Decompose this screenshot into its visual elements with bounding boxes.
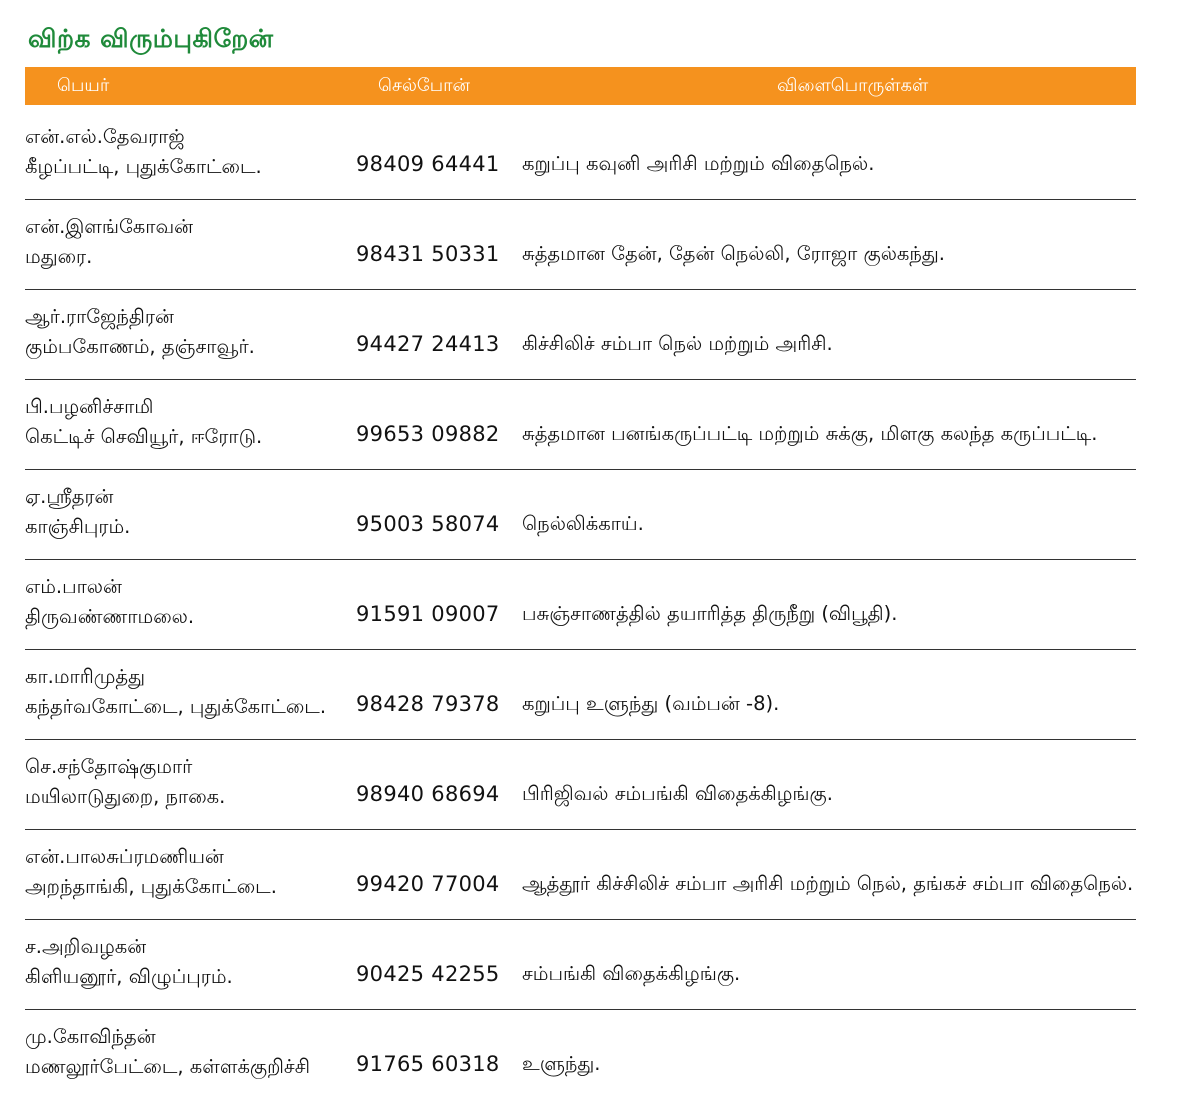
seller-cell [25,572,194,632]
seller-name: கா.மாரிமுத்து [25,665,146,688]
seller-phone: 95003 58074 [356,512,500,536]
seller-cell [25,482,130,542]
table-row [25,740,1136,830]
seller-name: செ.சந்தோஷ்குமார் [25,755,193,778]
seller-phone: 98431 50331 [356,242,500,266]
seller-cell [25,842,277,902]
seller-name: மு.கோவிந்தன் [25,1025,156,1048]
seller-place: கிளியனூர், விழுப்புரம். [25,965,233,988]
seller-name: ஏ.ஸ்ரீதரன் [25,485,114,508]
seller-cell [25,302,255,362]
seller-name: என்.பாலசுப்ரமணியன் [25,845,224,868]
seller-cell [25,752,225,812]
seller-phone: 94427 24413 [356,332,500,356]
seller-cell [25,662,326,722]
seller-product: சம்பங்கி விதைக்கிழங்கு. [522,962,741,985]
seller-phone: 99653 09882 [356,422,500,446]
page-title: விற்க விரும்புகிறேன் [28,24,274,53]
table-row [25,830,1136,920]
sellers-table [25,110,1136,1100]
seller-place: மயிலாடுதுறை, நாகை. [25,785,226,808]
header-name: பெயர் [57,75,110,96]
seller-phone: 90425 42255 [356,962,500,986]
seller-cell [25,212,193,272]
table-header [25,67,1136,105]
seller-name: ஆர்.ராஜேந்திரன் [25,305,174,328]
table-row [25,1010,1136,1100]
seller-product: சுத்தமான பனங்கருப்பட்டி மற்றும் சுக்கு, மிளகு கலந்த கருப்பட்டி. [522,422,1098,445]
seller-cell [25,932,233,992]
seller-cell [25,1022,310,1082]
seller-name: எம்.பாலன் [25,575,122,598]
seller-product: கிச்சிலிச் சம்பா நெல் மற்றும் அரிசி. [522,332,833,355]
table-row [25,650,1136,740]
seller-place: காஞ்சிபுரம். [25,515,131,538]
seller-place: கந்தர்வகோட்டை, புதுக்கோட்டை. [25,695,327,718]
table-row [25,380,1136,470]
seller-cell [25,392,262,452]
seller-product: பசுஞ்சாணத்தில் தயாரித்த திருநீறு (விபூதி). [522,602,898,625]
seller-cell [25,122,262,182]
table-row [25,560,1136,650]
seller-name: என்.எல்.தேவராஜ் [25,125,185,148]
seller-place: கும்பகோணம், தஞ்சாவூர். [25,335,255,358]
seller-phone: 91765 60318 [356,1052,500,1076]
seller-product: உளுந்து. [522,1052,601,1075]
seller-product: ஆத்தூர் கிச்சிலிச் சம்பா அரிசி மற்றும் நெல், தங்கச் சம்பா விதைநெல். [522,872,1134,895]
seller-name: பி.பழனிச்சாமி [25,395,154,418]
seller-name: ச.அறிவழகன் [25,935,147,958]
seller-name: என்.இளங்கோவன் [25,215,194,238]
seller-place: மதுரை. [25,245,93,268]
seller-phone: 98940 68694 [356,782,500,806]
seller-product: பிரிஜிவல் சம்பங்கி விதைக்கிழங்கு. [522,782,833,805]
seller-place: திருவண்ணாமலை. [25,605,195,628]
seller-product: சுத்தமான தேன், தேன் நெல்லி, ரோஜா குல்கந்து. [522,242,946,265]
header-products: விளைபொருள்கள் [777,75,929,96]
seller-place: கெட்டிச் செவியூர், ஈரோடு. [25,425,263,448]
table-row [25,920,1136,1010]
seller-place: அறந்தாங்கி, புதுக்கோட்டை. [25,875,277,898]
seller-phone: 98428 79378 [356,692,500,716]
seller-place: மணலூர்பேட்டை, கள்ளக்குறிச்சி [25,1055,310,1078]
seller-product: கறுப்பு உளுந்து (வம்பன் -8). [522,692,780,715]
header-phone: செல்போன் [378,75,470,96]
seller-phone: 98409 64441 [356,152,500,176]
seller-place: கீழப்பட்டி, புதுக்கோட்டை. [25,155,262,178]
table-row [25,290,1136,380]
table-row [25,110,1136,200]
seller-product: நெல்லிக்காய். [522,512,644,535]
table-row [25,200,1136,290]
seller-phone: 91591 09007 [356,602,500,626]
seller-product: கறுப்பு கவுனி அரிசி மற்றும் விதைநெல். [522,152,875,175]
table-row [25,470,1136,560]
seller-phone: 99420 77004 [356,872,500,896]
